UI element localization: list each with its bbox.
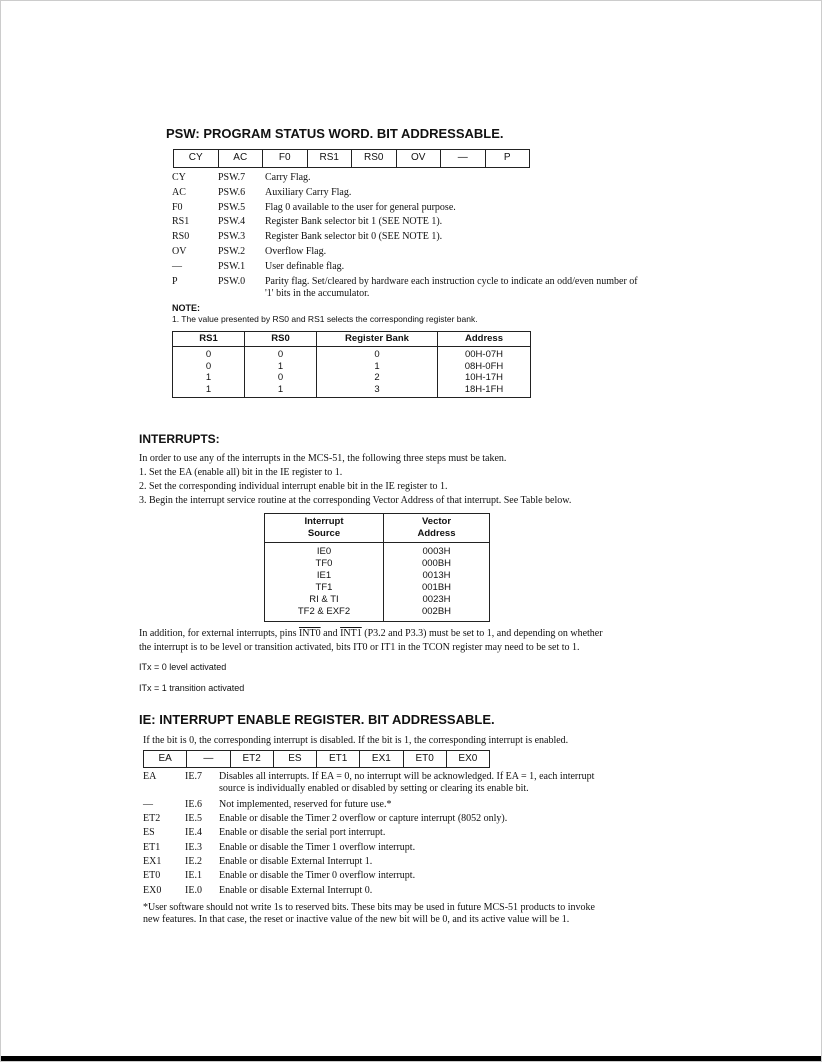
- addition-text: In addition, for external interrupts, pins: [139, 628, 299, 639]
- bit-description: Not implemented, reserved for future use.*: [219, 798, 392, 810]
- bit-cell: P: [485, 150, 530, 167]
- vector-address: 001BH: [421, 582, 452, 593]
- bit-position: IE.0: [185, 884, 202, 896]
- bit-cell: EX1: [359, 751, 402, 767]
- int1-pin: INT1: [340, 628, 362, 639]
- bit-cell: EA: [158, 753, 172, 764]
- vector-address: 000BH: [421, 558, 452, 569]
- bank-table-header: RS1: [173, 332, 245, 347]
- bit-position: IE.4: [185, 827, 202, 839]
- bank-table-cell: 3: [374, 383, 380, 395]
- int0-pin: INT0: [298, 628, 321, 639]
- bit-cell: RS1: [307, 150, 352, 167]
- interrupt-vector-table: [264, 513, 490, 622]
- header-interrupt: Interrupt: [304, 516, 344, 527]
- bank-table-cell: 00H-07H: [464, 349, 504, 360]
- bit-cell: AC: [218, 150, 263, 167]
- bit-description: Flag 0 available to the user for general purpose.: [265, 201, 456, 213]
- bottom-bar: [1, 1056, 822, 1061]
- bit-position: PSW.6: [218, 186, 246, 198]
- bank-table-cell: 1: [205, 372, 212, 383]
- bit-description: Carry Flag.: [265, 172, 311, 183]
- bit-position: IE.2: [185, 856, 202, 867]
- bit-name: —: [143, 798, 153, 810]
- interrupt-step: 2. Set the corresponding individual interrupt enable bit in the IE register to 1.: [139, 481, 448, 492]
- bit-position: IE.1: [185, 870, 202, 882]
- bank-table-column: [245, 347, 317, 398]
- register-bank-table: [172, 331, 531, 398]
- bit-name: OV: [172, 246, 187, 257]
- itx0-text: ITx = 0 level activated: [139, 662, 227, 672]
- bit-name: RS1: [172, 216, 190, 228]
- ie-bit-diagram: [143, 750, 490, 768]
- vector-address: 002BH: [421, 606, 452, 617]
- bit-description: Enable or disable the serial port interrupt.: [219, 827, 386, 839]
- bit-cell: F0: [262, 150, 307, 167]
- bit-name: —: [172, 260, 182, 272]
- interrupt-source: TF0: [315, 558, 333, 569]
- bit-position: IE.3: [185, 841, 202, 853]
- bit-name: ET0: [143, 870, 161, 882]
- bank-table-cell: 1: [374, 360, 380, 372]
- bit-name: AC: [172, 186, 186, 198]
- note-label: NOTE:: [172, 303, 200, 313]
- bank-table-cell: 0: [374, 349, 380, 360]
- bit-position: IE.5: [185, 813, 202, 825]
- ie-footnote-line2: new features. In that case, the reset or inactive value of the new bit will be 0, and its active value will be 1.: [143, 914, 570, 925]
- bit-name: ET1: [143, 841, 161, 853]
- bank-table-cell: 10H-17H: [464, 372, 504, 383]
- bit-cell: OV: [396, 150, 441, 167]
- bank-table-cell: 2: [374, 372, 380, 383]
- interrupt-source: IE1: [316, 570, 332, 581]
- bit-position: PSW.5: [218, 201, 246, 213]
- vector-address: 0023H: [422, 594, 451, 605]
- bit-position: IE.6: [185, 798, 202, 810]
- bit-description: Disables all interrupts. If EA = 0, no interrupt will be acknowledged. If EA = 1, each interrupt: [219, 771, 595, 782]
- bit-cell: RS0: [351, 150, 396, 167]
- bit-position: PSW.2: [218, 246, 246, 257]
- bank-table-header: Register Bank: [317, 332, 438, 347]
- header-vector: Vector: [421, 516, 452, 527]
- ie-footnote-line1: *User software should not write 1s to reserved bits. These bits may be used in future MCS-51 products to invoke: [143, 902, 595, 913]
- bit-cell: CY: [188, 152, 203, 163]
- header-source: Source: [307, 528, 341, 539]
- bit-cell: ET0: [403, 751, 446, 767]
- bank-table-cell: 08H-0FH: [464, 360, 504, 372]
- bank-table-body: [173, 347, 531, 398]
- bit-description: Enable or disable External Interrupt 0.: [219, 884, 373, 896]
- interrupts-title: INTERRUPTS:: [139, 432, 220, 446]
- bit-description: User definable flag.: [265, 260, 345, 272]
- bit-description-cont: '1' bits in the accumulator.: [265, 287, 370, 299]
- psw-title: PSW: PROGRAM STATUS WORD. BIT ADDRESSABLE.: [166, 126, 504, 141]
- bit-description: Auxiliary Carry Flag.: [265, 186, 352, 198]
- bit-name: P: [172, 275, 178, 287]
- bank-table-cell: 0: [205, 360, 212, 372]
- bit-description: Register Bank selector bit 1 (SEE NOTE 1).: [265, 216, 443, 228]
- bank-table-cell: 0: [205, 349, 212, 360]
- bank-table-column: [317, 347, 438, 398]
- bit-cell: ET1: [316, 751, 359, 767]
- interrupts-intro: In order to use any of the interrupts in the MCS-51, the following three steps must be taken.: [139, 453, 507, 464]
- ie-title: IE: INTERRUPT ENABLE REGISTER. BIT ADDRESSABLE.: [139, 712, 495, 727]
- interrupt-source: TF2 & EXF2: [297, 606, 351, 617]
- itx1-text: ITx = 1 transition activated: [139, 683, 245, 693]
- bank-table-column: [438, 347, 531, 398]
- addition-and: and: [320, 628, 341, 639]
- bit-name: CY: [172, 172, 186, 183]
- bit-position: PSW.4: [218, 216, 246, 228]
- addition-text-post: (P3.2 and P3.3) must be set to 1, and depending on whether: [361, 628, 603, 639]
- bank-table-cell: 0: [277, 372, 284, 383]
- bit-position: PSW.0: [218, 275, 246, 287]
- psw-bit-diagram: [173, 149, 530, 168]
- bit-name: EX0: [143, 884, 162, 896]
- bit-cell: ES: [273, 751, 316, 767]
- bit-description: Parity flag. Set/cleared by hardware each instruction cycle to indicate an odd/even number of: [265, 275, 638, 287]
- bit-name: ES: [143, 827, 155, 839]
- bank-table-cell: 1: [205, 383, 212, 395]
- bank-table-cell: 18H-1FH: [464, 383, 504, 395]
- bit-description: Enable or disable the Timer 0 overflow interrupt.: [219, 870, 416, 882]
- header-address: Address: [417, 528, 456, 539]
- note-text: 1. The value presented by RS0 and RS1 selects the corresponding register bank.: [172, 314, 478, 324]
- bit-position: IE.7: [185, 771, 202, 782]
- bit-name: EA: [143, 771, 157, 782]
- bit-description: Enable or disable External Interrupt 1.: [219, 856, 373, 867]
- bit-position: PSW.7: [218, 172, 246, 183]
- bit-description: Register Bank selector bit 0 (SEE NOTE 1).: [265, 231, 443, 243]
- bit-position: PSW.3: [218, 231, 246, 243]
- bit-description: Enable or disable the Timer 2 overflow or capture interrupt (8052 only).: [219, 813, 508, 825]
- addition-line1: [139, 628, 603, 639]
- bank-table-column: [173, 347, 245, 398]
- interrupt-step: 1. Set the EA (enable all) bit in the IE register to 1.: [139, 467, 343, 478]
- bit-name: EX1: [143, 856, 162, 867]
- interrupt-step: 3. Begin the interrupt service routine at the corresponding Vector Address of that interrupt. See Table below.: [139, 495, 572, 506]
- bank-table-cell: 1: [277, 383, 284, 395]
- bit-name: RS0: [172, 231, 190, 243]
- bank-table-header: RS0: [245, 332, 317, 347]
- interrupt-source: TF1: [315, 582, 333, 593]
- bank-table-cell: 0: [277, 349, 284, 360]
- bit-description: Overflow Flag.: [265, 246, 327, 257]
- bank-table-header: Address: [438, 332, 531, 347]
- interrupt-source: RI & TI: [309, 594, 339, 605]
- vector-address: 0003H: [422, 546, 451, 557]
- bit-name: ET2: [143, 813, 161, 825]
- bank-table-cell: 1: [277, 360, 284, 372]
- addition-line2: the interrupt is to be level or transition activated, bits IT0 or IT1 in the TCON register may need to be set to 1.: [139, 642, 580, 653]
- bit-position: PSW.1: [218, 260, 246, 272]
- vector-address: 0013H: [422, 570, 451, 581]
- bit-cell: EX0: [446, 751, 489, 767]
- bit-description: Enable or disable the Timer 1 overflow interrupt.: [219, 841, 416, 853]
- bit-cell: —: [440, 150, 485, 167]
- interrupt-source: IE0: [316, 546, 332, 557]
- bit-cell: —: [186, 751, 229, 767]
- bit-name: F0: [172, 201, 183, 213]
- bit-cell: ET2: [230, 751, 273, 767]
- ie-intro: If the bit is 0, the corresponding interrupt is disabled. If the bit is 1, the corresponding interrupt is enabled.: [143, 735, 569, 746]
- bit-description-cont: source is individually enabled or disabled by setting or clearing its enable bit.: [219, 783, 529, 794]
